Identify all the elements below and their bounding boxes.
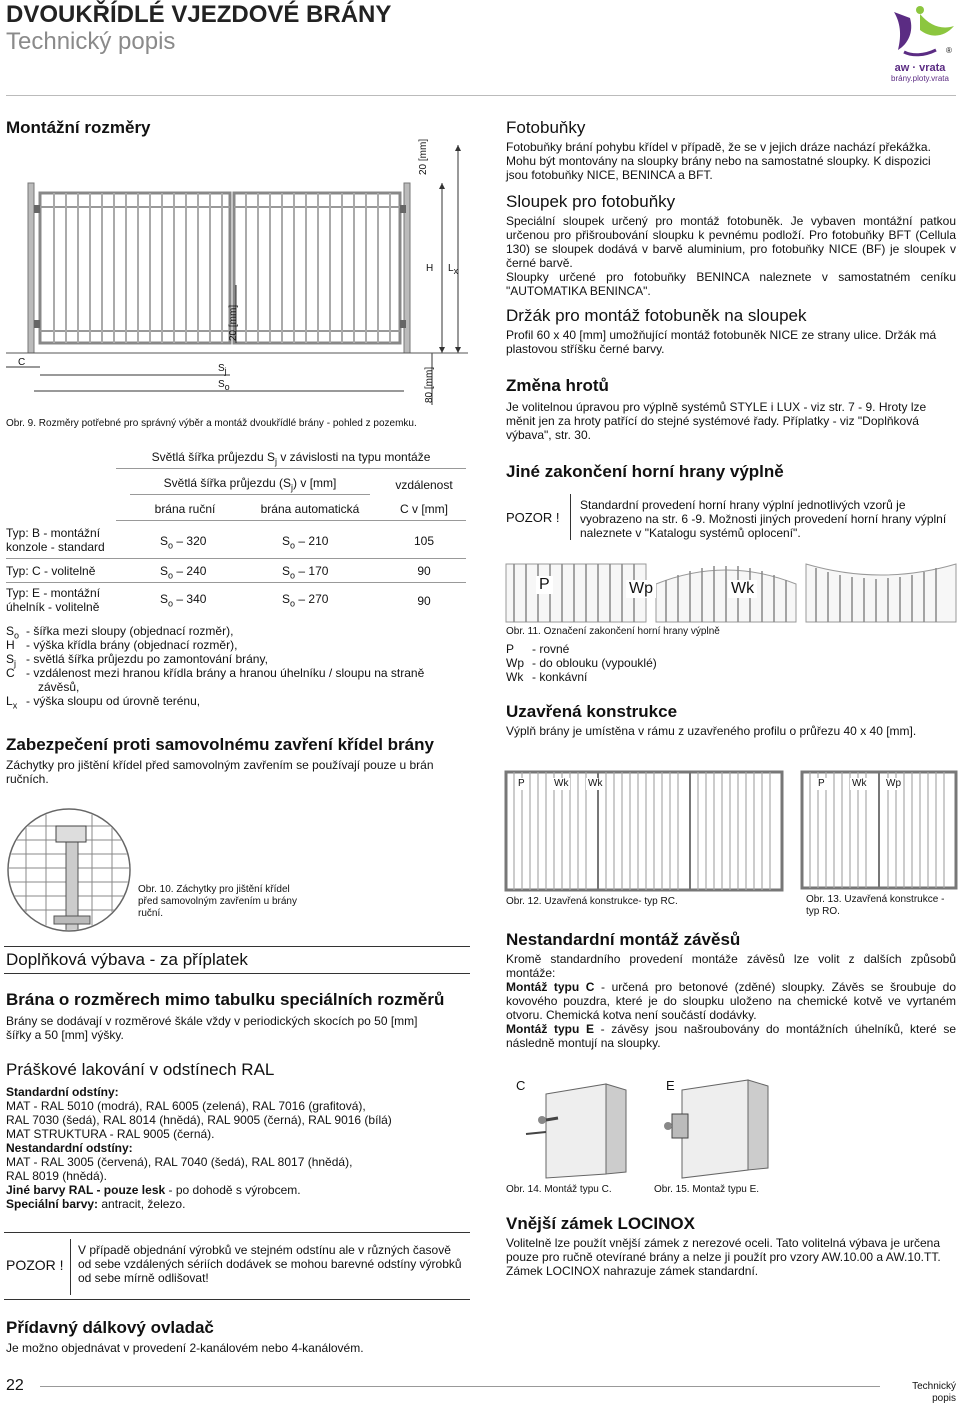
mount-type-e-figure	[652, 1074, 792, 1178]
fig9-caption: Obr. 9. Rozměry potřebné pro správný výběr a montáž dvoukřídlé brány - pohled z pozemku.	[6, 418, 417, 429]
footer-rule	[40, 1386, 880, 1387]
closed-frame-ro-figure	[802, 772, 956, 890]
nestandardni-heading: Nestandardní montáž závěsů	[506, 930, 741, 949]
table-rule-4	[6, 558, 466, 559]
fig-label-20mm-mid: 20 [mm]	[228, 304, 239, 341]
infill-def-item: Wk - konkávní	[506, 670, 588, 684]
infill-defs	[506, 642, 806, 684]
table-row-e-type: Typ: E - montážní úhelník - volitelně	[6, 586, 101, 614]
table-sub-header: Světlá šířka průjezdu $(S_j)$ v [mm]	[163, 476, 337, 493]
table-col-auto: brána automatická	[260, 502, 360, 516]
fig-label-80mm: 80 [mm]	[424, 366, 435, 403]
ovladac-text: Je možno objednávat v provedení 2-kanálovém nebo 4-kanálovém.	[6, 1341, 364, 1355]
sloupek-text2: Sloupky určené pro fotobuňky BENINCA naleznete v samostatném ceníku "AUTOMATIKA BENINCA".	[506, 270, 956, 298]
fig-label-so: So	[218, 379, 230, 392]
zmena-heading: Změna hrotů	[506, 376, 609, 395]
gate-dimension-figure	[6, 135, 468, 413]
pozor-text: V případě objednání výrobků ve stejném odstínu ale v různých časově od sebe vzdálených sériích dodávek se mohou barevné odstíny výrobků od sebe mírně odlišovat!	[78, 1243, 462, 1285]
fotobunky-heading: Fotobuňky	[506, 118, 586, 137]
table-col-distance: vzdálenost	[395, 478, 453, 492]
infill-label-p: P	[536, 576, 553, 594]
infill-label-wp: Wp	[626, 580, 656, 598]
fig-label-sj: Sj	[218, 363, 227, 376]
catch-illustration	[6, 806, 132, 934]
table-top-header: Světlá šířka průjezdu $S_j$ v závislosti na typu montáže	[151, 450, 431, 467]
rc-label-p: P	[518, 778, 525, 789]
header-rule	[6, 95, 956, 96]
closed-frame-rc-figure	[506, 772, 782, 892]
logo-text: aw · vrata	[894, 62, 946, 74]
infill-def-item: P - rovné	[506, 642, 570, 656]
fig12-caption: Obr. 12. Uzavřená konstrukce- typ RC.	[506, 896, 678, 907]
mount-c-label: C	[516, 1078, 526, 1093]
page-title: DVOUKŘÍDLÉ VJEZDOVÉ BRÁNY	[6, 1, 392, 28]
fig-label-h: H	[426, 263, 434, 274]
mounting-table	[6, 446, 466, 618]
ro-label-p: P	[818, 778, 825, 789]
rozmery-text: Brány se dodávají v rozměrové škále vždy v periodických skocích po 50 [mm] šířky a 50 [mm] výšky.	[6, 1014, 418, 1042]
uzavrena-text: Výplň brány je umístěna v rámu z uzavřeného profilu o průřezu 40 x 40 [mm].	[506, 724, 917, 738]
doplnkova-heading: Doplňková výbava - za příplatek	[6, 950, 248, 969]
rc-label-wk1: Wk	[554, 778, 569, 789]
brand-logo	[880, 4, 958, 84]
fig15-caption: Obr. 15. Montaž typu E.	[654, 1184, 760, 1195]
montazni-heading: Montážní rozměry	[6, 118, 151, 137]
drzak-text: Profil 60 x 40 [mm] umožňující montáž fotobuněk NICE ze strany ulice. Držák má plastovou stříšku černé barvy.	[506, 328, 937, 356]
footer-page-number: 22	[6, 1377, 24, 1394]
pozor-label: POZOR !	[6, 1257, 64, 1273]
legend-item: $S_j$ - světlá šířka průjezdu po zamontování brány,	[6, 652, 268, 669]
pozor-divider	[70, 1239, 71, 1295]
praskove-body: Standardní odstíny: MAT - RAL 5010 (modrá), RAL 6005 (zelená), RAL 7016 (grafitová), RAL 7030 (šedá), RAL 8014 (hnědá), RAL 9005 (černá), RAL 9016 (bílá) MAT STRUKTURA - RAL 9005 (černá). Nestandardní odstíny: MAT - RAL 3005 (červená), RAL 7040 (šedá), RAL 8017 (hnědá), RAL 8019 (hnědá). Jiné barvy RAL - pouze lesk - po dohodě s výrobcem. Speciální barvy: antracit, železo.	[6, 1085, 392, 1211]
sloupek-text1: Speciální sloupek určený pro montáž fotobuněk. Je vybaven montážní patkou určenou pro přišroubování sloupku k pevnému podloží. Pro fotobuňky BFT (Cellula 130) se sloupek dodává v barvě aluminium, pro fotobuňky NICE (BF) je sloupek v černé barvě.	[506, 214, 956, 270]
jine-text: Standardní provedení horní hrany výplní jednotlivých vzorů je vyobrazeno na str. 6 -9. Možnosti jiných provedení horní hrany výplní naleznete v "Katalogu systémů oplocení".	[580, 498, 947, 540]
table-row-c-c: 90	[417, 564, 431, 578]
pozor-box	[4, 1232, 470, 1300]
jine-heading: Jiné zakončení horní hrany výplně	[506, 462, 784, 481]
fig-label-lx: Lx	[448, 263, 459, 276]
table-row-c-auto: $S_o - 170$	[282, 564, 329, 581]
zabezpeceni-heading: Zabezpečení proti samovolnému zavření křídel brány	[6, 735, 434, 754]
table-row-b-auto: $S_o - 210$	[282, 534, 329, 551]
jine-divider	[570, 494, 571, 540]
fig10-caption: Obr. 10. Záchytky pro jištění křídel před samovolným zavřením u brány ruční.	[138, 884, 297, 919]
legend-item: závěsů,	[38, 680, 80, 694]
zmena-text: Je volitelnou úpravou pro výplně systémů STYLE i LUX - viz str. 7 - 9. Hroty lze měnit jen za hroty patřící do stejné systémové řady. Příplatky - viz "Doplňková výbava", str. 30.	[506, 400, 927, 442]
page-subtitle: Technický popis	[6, 28, 176, 55]
table-row-b-c: 105	[413, 534, 435, 548]
table-rule-5	[6, 582, 466, 583]
doplnkova-box	[4, 946, 470, 974]
rc-label-wk2: Wk	[588, 778, 603, 789]
mount-e-label: E	[666, 1078, 675, 1093]
nestandardni-body: Kromě standardního provedení montáže závěsů lze volit z dalších způsobů montáže: Montáž typu C - určená pro betonové (zděné) sloupky. Závěs se šroubuje do kovového pouzdra, které je do sloupku uloženo na chemické kotvě ve vyrtaném otvoru. Chemická kotva není součástí dodávky. Montáž typu E - závěsy jsou našroubovány do montážních úhelníků, které se následně montují na sloupky.	[506, 952, 957, 1050]
fig11-caption: Obr. 11. Označení zakončení horní hrany výplně	[506, 626, 720, 637]
table-row-c-rucni: $S_o - 240$	[160, 564, 207, 581]
legend-item: $L_x$ - výška sloupu od úrovně terénu,	[6, 694, 201, 711]
praskove-heading: Práškové lakování v odstínech RAL	[6, 1060, 275, 1079]
table-row-e-auto: $S_o - 270$	[282, 592, 329, 609]
mount-type-c-figure	[506, 1074, 646, 1178]
fig-label-20mm-top: 20 [mm]	[418, 138, 429, 175]
ro-label-wp: Wp	[886, 778, 901, 789]
footer-right-text: Technický popis	[912, 1381, 956, 1404]
infill-top-edge-figure	[506, 556, 956, 622]
infill-label-wk: Wk	[728, 580, 757, 598]
table-col-rucni: brána ruční	[154, 502, 216, 516]
ovladac-heading: Přídavný dálkový ovladač	[6, 1318, 214, 1337]
fotobunky-text: Fotobuňky brání pohybu křídel v případě, že se v jejich dráze nachází překážka. Mohu být montovány na sloupky brány nebo na samostatné sloupky. K dispozici jsou fotobuňky NICE, BENINCA a BFT.	[506, 140, 931, 182]
logo-reg: ®	[946, 46, 952, 55]
fig-label-c: C	[18, 357, 26, 368]
infill-def-item: Wp - do oblouku (vypouklé)	[506, 656, 657, 670]
table-row-e-rucni: $S_o - 340$	[160, 592, 207, 609]
legend-item: C - vzdálenost mezi hranou křídla brány a hranou úhelníku / sloupu na straně	[6, 666, 425, 680]
fig13-caption: Obr. 13. Uzavřená konstrukce - typ RO.	[806, 894, 945, 917]
fig14-caption: Obr. 14. Montáž typu C.	[506, 1184, 612, 1195]
table-row-b-type: Typ: B - montážní konzole - standard	[6, 526, 105, 554]
table-row-e-c: 90	[417, 594, 431, 608]
zamek-text: Volitelně lze použít vnější zámek z nerezové oceli. Tato volitelná výbava je určena pouze pro ručně otevírané brány a nelze ji použít pro vzory AW.10.00 a AW.10.TT. Zámek LOCINOX nahrazuje zámek standardní.	[506, 1236, 941, 1278]
drzak-heading: Držák pro montáž fotobuněk na sloupek	[506, 306, 807, 325]
legend	[6, 624, 466, 711]
table-col-c: C v [mm]	[400, 502, 448, 516]
ro-label-wk: Wk	[852, 778, 867, 789]
sloupek-heading: Sloupek pro fotobuňky	[506, 192, 676, 211]
jine-pozor-label: POZOR !	[506, 510, 560, 525]
legend-item: H - výška křídla brány (objednací rozměr),	[6, 638, 238, 652]
table-row-b-rucni: $S_o - 320$	[160, 534, 207, 551]
zabezpeceni-text: Záchytky pro jištění křídel před samovolným zavřením se používají pouze u brán ručních.	[6, 758, 434, 786]
table-rule-1	[116, 468, 466, 469]
table-row-c-type: Typ: C - volitelně	[6, 564, 96, 578]
uzavrena-heading: Uzavřená konstrukce	[506, 702, 678, 721]
rozmery-heading: Brána o rozměrech mimo tabulku speciálních rozměrů	[6, 990, 445, 1009]
table-rule-3	[116, 520, 466, 521]
table-rule-2	[130, 494, 370, 495]
logo-tagline: brány.ploty.vrata	[891, 74, 949, 83]
legend-item: $S_o$ - šířka mezi sloupy (objednací rozměr),	[6, 624, 234, 641]
zamek-heading: Vnější zámek LOCINOX	[506, 1214, 695, 1233]
